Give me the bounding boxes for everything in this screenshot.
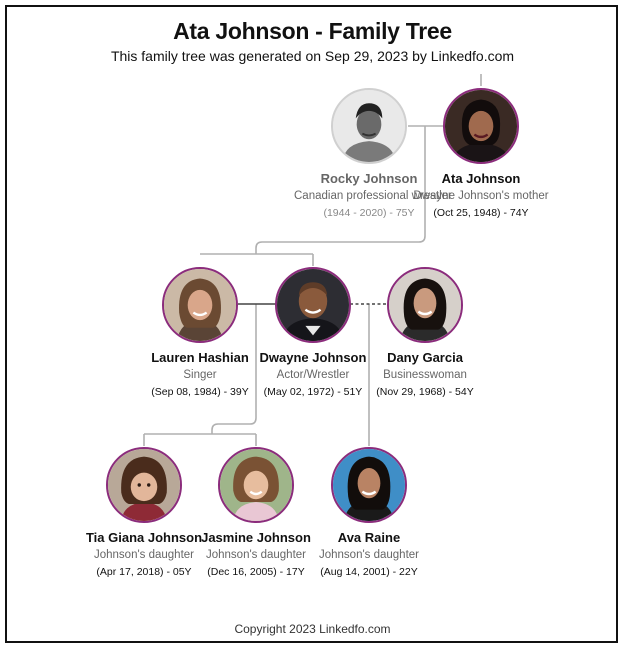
person-role: Canadian professional wrestler xyxy=(294,190,452,202)
page-title: Ata Johnson - Family Tree xyxy=(173,18,452,44)
person-photo xyxy=(443,88,519,164)
person-name: Dany Garcia xyxy=(387,350,463,365)
person-ava-raine[interactable] xyxy=(294,447,444,578)
person-dany-garcia[interactable] xyxy=(350,267,500,398)
person-name: Lauren Hashian xyxy=(151,350,249,365)
person-dates: (Nov 29, 1968) - 54Y xyxy=(376,386,474,398)
person-name: Jasmine Johnson xyxy=(201,530,311,545)
copyright: Copyright 2023 Linkedfo.com xyxy=(234,622,391,636)
person-photo xyxy=(387,267,463,343)
person-role: Johnson's daughter xyxy=(318,549,420,561)
person-photo xyxy=(331,88,407,164)
person-role: Actor/Wrestler xyxy=(276,369,350,381)
person-dates: (Aug 14, 2001) - 22Y xyxy=(320,566,418,578)
person-role: Johnson's daughter xyxy=(93,549,195,561)
person-name: Dwayne Johnson xyxy=(259,350,367,365)
person-ata-johnson[interactable] xyxy=(406,88,556,219)
person-dates: (May 02, 1972) - 51Y xyxy=(263,386,363,398)
person-photo xyxy=(106,447,182,523)
person-photo xyxy=(331,447,407,523)
person-photo xyxy=(162,267,238,343)
person-role: Businesswoman xyxy=(383,369,467,381)
person-name: Tia Giana Johnson xyxy=(85,530,203,545)
page-subtitle: This family tree was generated on Sep 29, 2023 by Linkedfo.com xyxy=(110,48,515,64)
person-name: Ata Johnson xyxy=(441,171,521,186)
person-dates: (Sep 08, 1984) - 39Y xyxy=(151,386,249,398)
person-dates: (1944 - 2020) - 75Y xyxy=(323,207,415,219)
person-role: Dwayne Johnson's mother xyxy=(413,190,549,202)
person-dates: (Apr 17, 2018) - 05Y xyxy=(96,566,192,578)
person-name: Rocky Johnson xyxy=(320,171,418,186)
person-dates: (Oct 25, 1948) - 74Y xyxy=(433,207,529,219)
person-photo xyxy=(275,267,351,343)
person-dates: (Dec 16, 2005) - 17Y xyxy=(207,566,305,578)
person-role: Johnson's daughter xyxy=(205,549,307,561)
person-role: Singer xyxy=(183,369,217,381)
person-name: Ava Raine xyxy=(337,530,401,545)
person-photo xyxy=(218,447,294,523)
